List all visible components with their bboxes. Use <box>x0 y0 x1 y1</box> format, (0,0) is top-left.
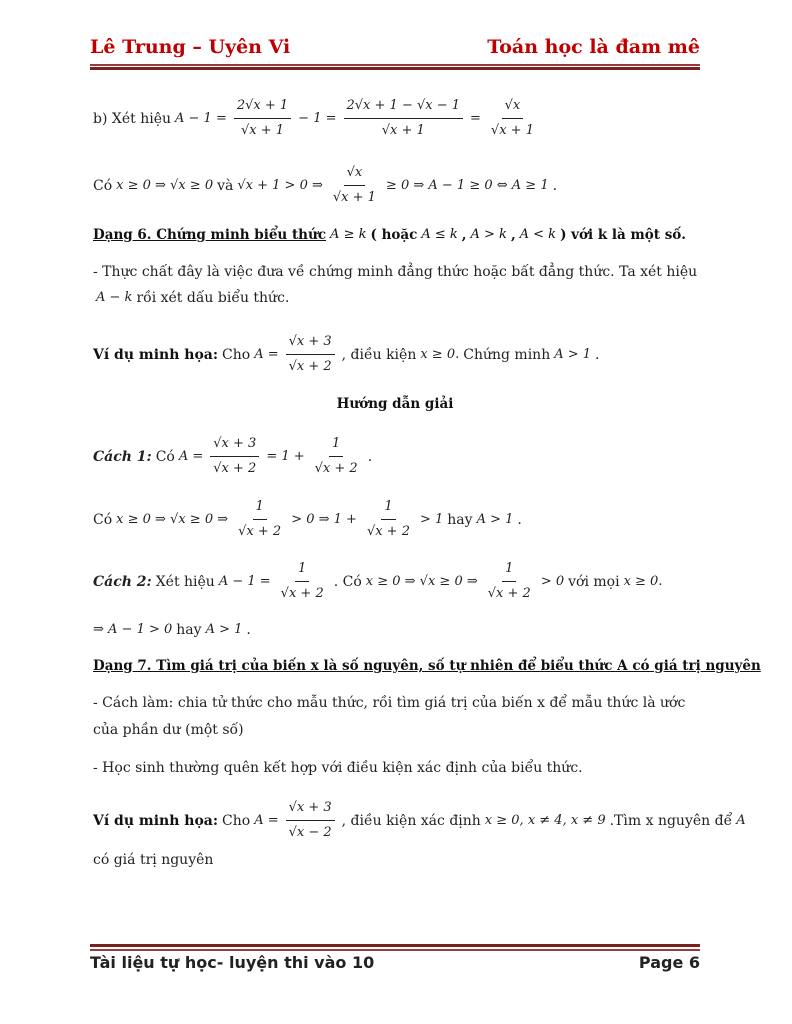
dang6-math-3: A > k <box>470 227 507 242</box>
method1b-period: . <box>517 511 522 528</box>
b-frac3-num: √x <box>502 96 524 119</box>
co1-text-c: và <box>217 177 234 194</box>
example1-text-2: , điều kiện <box>341 346 417 363</box>
method2-line <box>93 559 662 604</box>
solution-heading: Hướng dẫn giải <box>336 396 454 412</box>
example1-label: Ví dụ minh họa: <box>93 346 219 363</box>
method1b-math-1: x ≥ 0 ⇒ √x ≥ 0 ⇒ <box>116 511 229 527</box>
example2-line <box>93 798 746 843</box>
method2-math-1: A − 1 = <box>218 573 271 589</box>
method1b-frac1-num: 1 <box>253 497 267 520</box>
method1-fraction-2 <box>312 434 361 479</box>
dang6-desc-line2 <box>96 288 289 308</box>
method2-frac2-den: √x + 2 <box>487 586 531 601</box>
dang6-desc-line1: - Thực chất đây là việc đưa về chứng minh đẳng thức hoặc bất đẳng thức. Ta xét hiệu <box>93 264 698 280</box>
co1-period: . <box>552 177 558 194</box>
b-frac3-den: √x + 1 <box>490 123 534 138</box>
b-fraction-2 <box>344 96 464 141</box>
b-math-2: − 1 = <box>298 110 337 126</box>
b-fraction-1 <box>234 96 291 141</box>
dang7-paragraph-1: - Cách làm: chia tử thức cho mẫu thức, rồi tìm giá trị của biến x để mẫu thức là ước của phần dư (một số) <box>93 695 686 738</box>
co1-fraction <box>330 163 379 208</box>
method2-text-2: . Có <box>333 573 362 590</box>
method2-frac1-num: 1 <box>295 559 309 582</box>
method1b-text: Có <box>93 511 113 528</box>
method1-label: Cách 1: <box>93 448 152 465</box>
example2-line-2: có giá trị nguyên <box>93 852 214 868</box>
example1-frac-den: √x + 2 <box>288 359 332 374</box>
method2-conclusion <box>93 620 251 640</box>
dang6-desc-text: rồi xét dấu biểu thức. <box>136 290 290 306</box>
b-frac1-num: 2√x + 1 <box>234 96 291 119</box>
dang6-desc-math: A − k <box>96 290 133 305</box>
example2-text-3: .Tìm x nguyên để <box>609 812 733 829</box>
method1-line <box>93 434 372 479</box>
method1-text: Có <box>155 448 175 465</box>
example1-math-3: A > 1 <box>554 346 592 362</box>
method1b-text-2: hay <box>447 511 473 528</box>
dang7-paragraph-2: - Học sinh thường quên kết hợp với điều kiện xác định của biểu thức. <box>93 760 583 776</box>
method2-frac1-den: √x + 2 <box>280 586 324 601</box>
method2-text-3: với mọi <box>568 573 620 590</box>
method2b-period: . <box>246 622 251 638</box>
example1-fraction <box>286 332 335 377</box>
method1b-fraction-2 <box>364 497 413 542</box>
b-fraction-3 <box>488 96 537 141</box>
header-rule-thick <box>90 67 700 70</box>
method2-fraction-1 <box>278 559 327 604</box>
b-frac2-den: √x + 1 <box>381 123 425 138</box>
method1b-math-4: A > 1 <box>476 511 514 527</box>
method1b-math-3: > 1 <box>419 511 444 527</box>
b-math-1: A − 1 = <box>175 110 227 126</box>
example1-text-1: Cho <box>222 346 251 363</box>
co1-math-b: x ≥ 0 ⇒ √x ≥ 0 <box>116 177 214 193</box>
method1b-fraction-1 <box>235 497 284 542</box>
method1-frac1-num: √x + 3 <box>210 434 259 457</box>
method1-frac2-num: 1 <box>329 434 343 457</box>
b-frac1-den: √x + 1 <box>240 123 285 138</box>
example1-math-2: x ≥ 0. <box>420 346 460 362</box>
dang6-math-4: A < k <box>519 227 557 242</box>
method1-math-2: = 1 + <box>266 448 305 464</box>
co1-frac-num: √x <box>344 163 366 186</box>
header-rule-thin <box>90 64 700 66</box>
footer-rule-thin <box>90 949 700 951</box>
method1b-frac2-den: √x + 2 <box>366 524 410 539</box>
method2-fraction-2 <box>485 559 534 604</box>
header-left-title: Lê Trung – Uyên Vi <box>90 36 291 58</box>
method1-math-1: A = <box>178 448 204 464</box>
example2-text-2: , điều kiện xác định <box>341 812 481 829</box>
line-co-1 <box>93 163 557 208</box>
example2-math-1: A = <box>254 812 279 828</box>
example1-frac-num: √x + 3 <box>286 332 335 355</box>
method1-fraction-1 <box>210 434 259 479</box>
footer-left-title: Tài liệu tự học- luyện thi vào 10 <box>90 953 375 972</box>
method1-frac1-den: √x + 2 <box>213 461 257 476</box>
dang6-heading <box>93 225 686 245</box>
dang7-heading: Dạng 7. Tìm giá trị của biến x là số nguyên, số tự nhiên để biểu thức A có giá trị nguyên <box>93 658 761 674</box>
co1-math-e: ≥ 0 ⇒ A − 1 ≥ 0 ⇔ A ≥ 1 <box>385 177 549 193</box>
header-right-title: Toán học là đam mê <box>487 36 700 58</box>
footer-rule-thick <box>90 944 700 947</box>
dang6-math-2: A ≤ k <box>421 227 458 242</box>
example1-text-3: Chứng minh <box>463 346 551 363</box>
co1-math-d: √x + 1 > 0 ⇒ <box>237 177 323 193</box>
dang6-title: Dạng 6. Chứng minh biểu thức <box>93 227 327 243</box>
method2-math-2: x ≥ 0 ⇒ √x ≥ 0 ⇒ <box>365 573 478 589</box>
example1-period: . <box>595 346 600 363</box>
b-math-3: = <box>470 110 481 126</box>
co1-frac-den: √x + 1 <box>332 190 376 205</box>
method1b-math-2: > 0 ⇒ 1 + <box>291 511 357 527</box>
method2-math-4: x ≥ 0. <box>623 573 663 589</box>
b-frac2-num: 2√x + 1 − √x − 1 <box>344 96 464 119</box>
method2-frac2-num: 1 <box>502 559 516 582</box>
example2-math-2: x ≥ 0, x ≠ 4, x ≠ 9 <box>484 812 606 828</box>
example2-fraction <box>286 798 335 843</box>
method2b-math-2: A > 1 <box>205 622 243 637</box>
example2-frac-den: √x − 2 <box>288 825 332 840</box>
method2b-math-1: ⇒ A − 1 > 0 <box>93 622 173 637</box>
footer-page-number: Page 6 <box>638 953 700 972</box>
method2b-text: hay <box>176 622 202 638</box>
method1b-frac1-den: √x + 2 <box>238 524 282 539</box>
dang6-text-2: ( hoặc <box>370 227 418 243</box>
dang6-text-4: , <box>510 227 516 243</box>
example1-line <box>93 332 600 377</box>
co1-text-a: Có <box>93 177 113 194</box>
dang6-text-5: ) với k là một số. <box>560 227 687 243</box>
line-b-xet-hieu <box>93 96 540 141</box>
example2-label: Ví dụ minh họa: <box>93 812 219 829</box>
method1-period: . <box>367 448 373 465</box>
method2-label: Cách 2: <box>93 573 152 590</box>
example2-math-3: A <box>736 812 746 828</box>
example2-frac-num: √x + 3 <box>286 798 335 821</box>
dang6-text-3: , <box>461 227 467 243</box>
example2-text-1: Cho <box>222 812 251 829</box>
method1b-frac2-num: 1 <box>381 497 395 520</box>
dang6-math-1: A ≥ k <box>330 227 367 242</box>
b-label: b) Xét hiệu <box>93 110 171 127</box>
method2-math-3: > 0 <box>540 573 565 589</box>
example1-math-1: A = <box>254 346 279 362</box>
method1-line-2 <box>93 497 522 542</box>
method1-frac2-den: √x + 2 <box>314 461 358 476</box>
method2-text: Xét hiệu <box>155 573 215 590</box>
